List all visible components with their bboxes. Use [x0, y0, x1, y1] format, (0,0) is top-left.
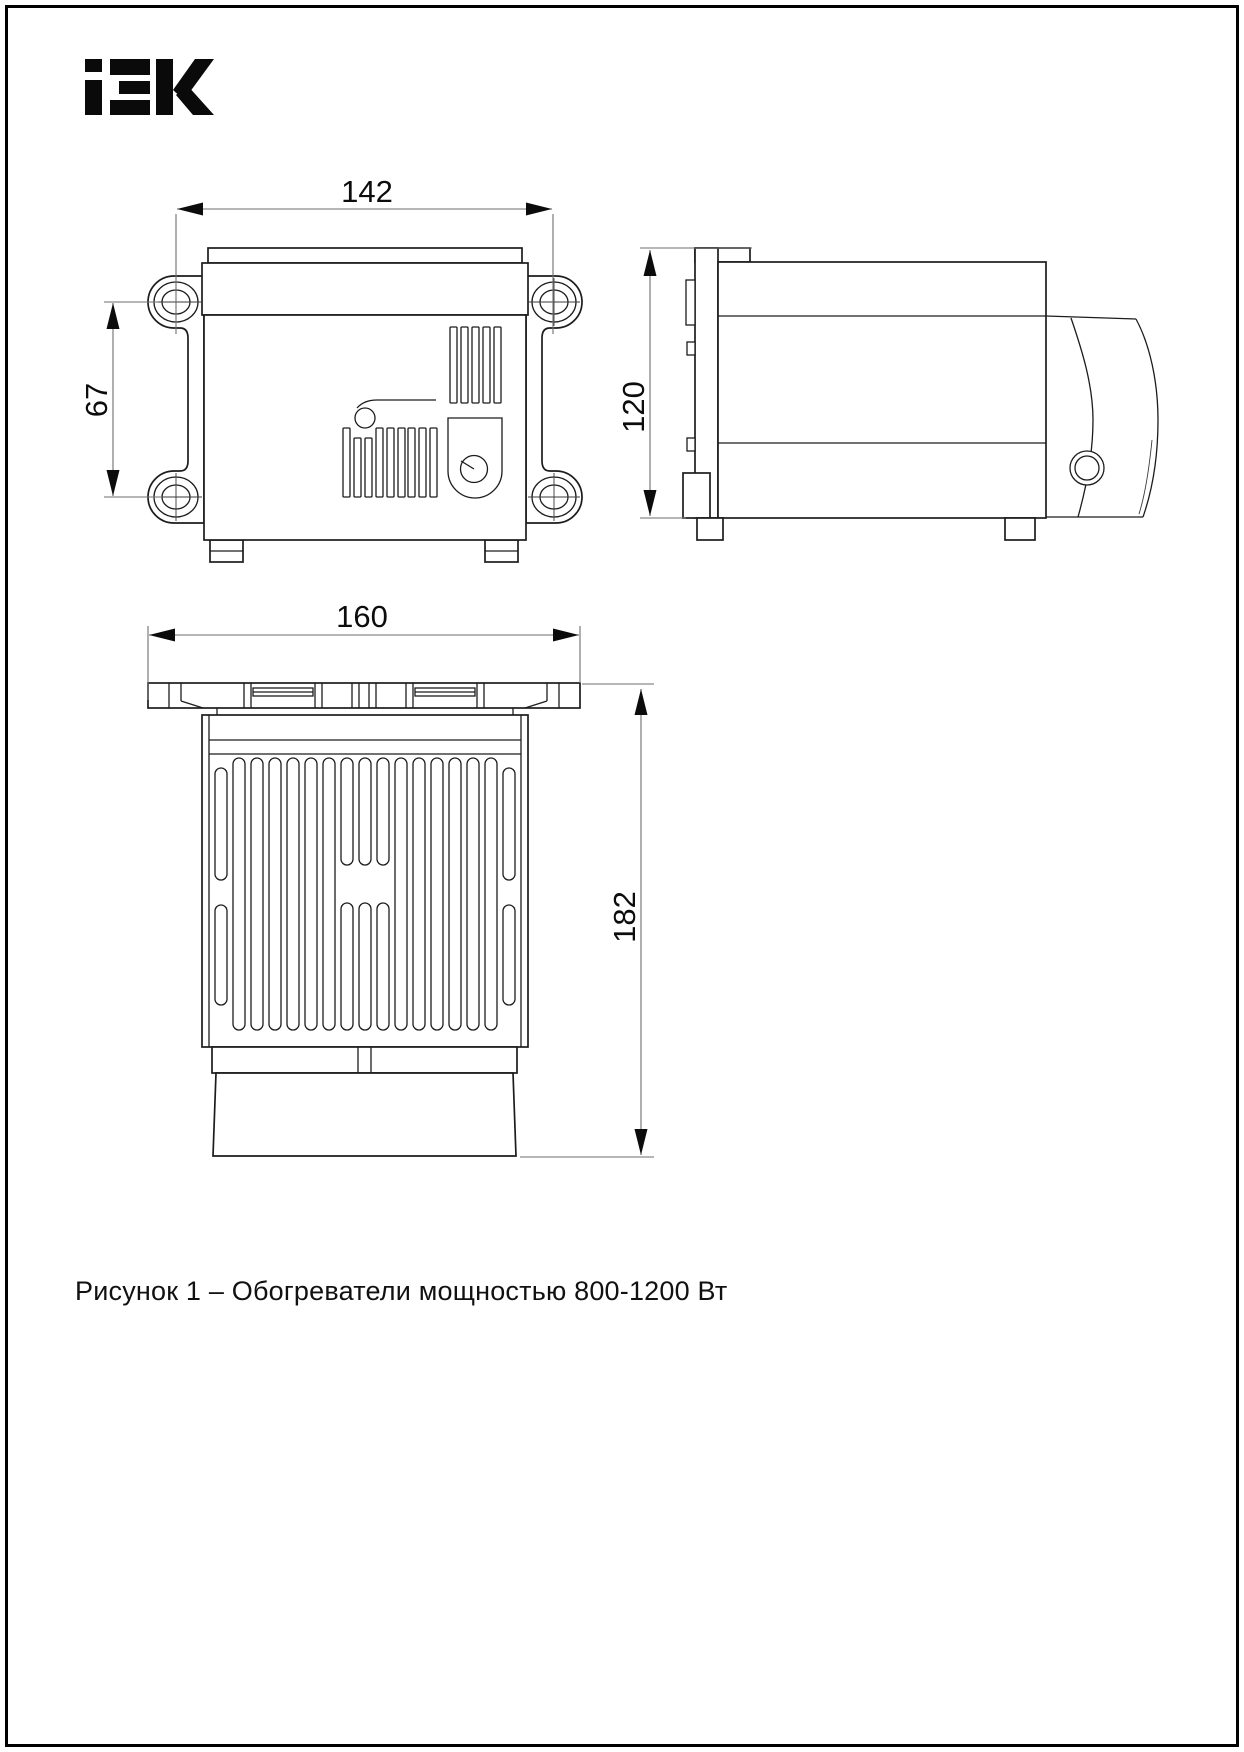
vent-slots-upper	[450, 327, 501, 403]
vent-slot	[494, 327, 501, 403]
dim-67: 67	[79, 382, 114, 418]
side-view-body	[718, 262, 1046, 518]
vent-slot	[408, 428, 415, 497]
din-spring-hook	[687, 438, 695, 451]
grille-slot	[413, 758, 425, 1030]
grille-slot	[305, 758, 317, 1030]
side-view	[683, 248, 1158, 540]
vent-slot	[376, 428, 383, 497]
figure-caption: Рисунок 1 – Обогреватели мощностью 800-1200 Вт	[75, 1276, 728, 1306]
curved-front-panel	[1046, 316, 1158, 517]
base-box	[213, 1073, 516, 1156]
vent-slot	[365, 438, 372, 497]
grille-slot	[431, 758, 443, 1030]
lid-top-strip	[208, 248, 522, 263]
grille-slot	[359, 758, 371, 865]
flange	[148, 683, 580, 708]
grille-slot	[395, 758, 407, 1030]
vent-slot	[354, 438, 361, 497]
top-view	[148, 248, 582, 562]
base-collar	[212, 1047, 517, 1073]
din-bottom-block	[683, 473, 710, 518]
side-view-foot-right	[1005, 518, 1035, 540]
grille-slot	[467, 758, 479, 1030]
grille-slot	[503, 905, 515, 1005]
grille-slot	[359, 903, 371, 1030]
grille-slot	[341, 758, 353, 865]
side-knob-inner	[1075, 456, 1099, 480]
dim-142: 142	[341, 174, 393, 209]
grille-slot	[449, 758, 461, 1030]
vent-slot	[387, 428, 394, 497]
vent-slot	[343, 428, 350, 497]
vent-slot	[430, 428, 437, 497]
vent-slots-lower	[343, 428, 437, 497]
vent-slot	[472, 327, 479, 403]
indicator-led	[355, 408, 375, 428]
din-upper-hook	[686, 280, 695, 325]
grille-slot	[233, 758, 245, 1030]
grille-slot	[485, 758, 497, 1030]
grille-slot	[287, 758, 299, 1030]
vent-slot	[398, 428, 405, 497]
grille-slot	[341, 903, 353, 1030]
grille-slot	[503, 768, 515, 880]
grille-slot	[215, 905, 227, 1005]
vent-slot	[419, 428, 426, 497]
din-spring-hook	[687, 342, 695, 355]
grille-slot	[215, 768, 227, 880]
dim-160: 160	[336, 599, 388, 634]
dim-182: 182	[607, 891, 642, 943]
grille-slot	[377, 758, 389, 865]
lid	[202, 263, 528, 315]
vent-slot	[483, 327, 490, 403]
grille-slot	[323, 758, 335, 1030]
vent-slot	[461, 327, 468, 403]
vent-slot	[450, 327, 457, 403]
front-view	[148, 683, 580, 1156]
grille-slot	[377, 903, 389, 1030]
grille-slot	[251, 758, 263, 1030]
dim-120: 120	[616, 381, 651, 433]
grille-slot	[269, 758, 281, 1030]
side-view-foot-left	[697, 518, 723, 540]
